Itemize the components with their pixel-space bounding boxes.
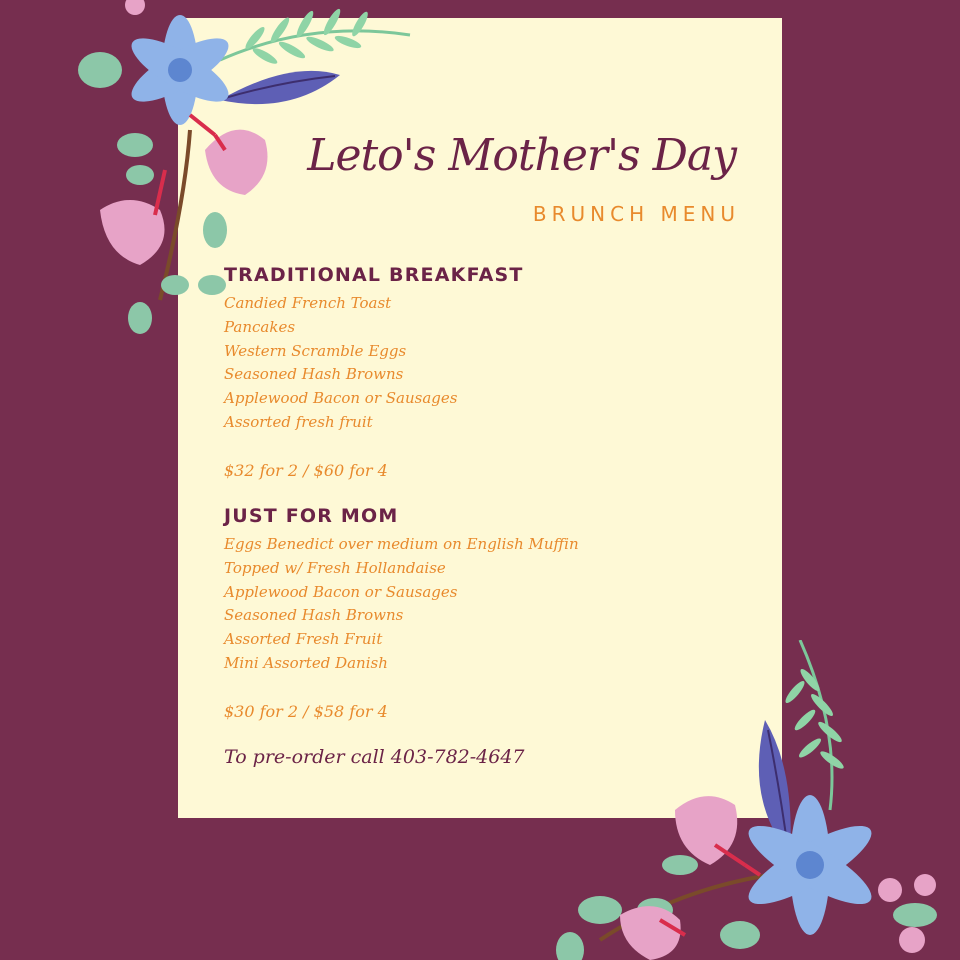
menu-item-list xyxy=(224,292,524,435)
menu-item-list xyxy=(224,533,579,676)
menu-item: Mini Assorted Danish xyxy=(224,653,388,672)
menu-item: Assorted Fresh Fruit xyxy=(224,630,383,649)
menu-item: Seasoned Hash Browns xyxy=(224,365,404,384)
section-heading: JUST FOR MOM xyxy=(224,505,399,527)
section-price: $30 for 2 / $58 for 4 xyxy=(224,701,388,721)
purple-leaf-icon xyxy=(220,71,340,104)
preorder-phone-text: To pre-order call 403-782-4647 xyxy=(224,746,525,768)
menu-item: Western Scramble Eggs xyxy=(224,341,407,360)
menu-item: Applewood Bacon or Sausages xyxy=(224,389,458,408)
menu-title: Leto's Mother's Day xyxy=(307,130,736,181)
menu-item: Eggs Benedict over medium on English Muffin xyxy=(224,535,579,553)
menu-item: Pancakes xyxy=(224,317,296,336)
menu-item: Candied French Toast xyxy=(224,294,392,312)
floral-bottom-right-decoration xyxy=(540,640,960,960)
menu-item: Assorted fresh fruit xyxy=(224,412,373,431)
section-just-for-mom xyxy=(224,505,579,721)
menu-item: Applewood Bacon or Sausages xyxy=(224,582,458,601)
menu-subtitle: BRUNCH MENU xyxy=(532,202,740,226)
section-price: $32 for 2 / $60 for 4 xyxy=(224,460,388,480)
menu-item: Seasoned Hash Browns xyxy=(224,606,404,625)
blue-flower-icon xyxy=(123,15,236,125)
section-traditional-breakfast xyxy=(224,264,524,480)
blue-flower-icon xyxy=(739,795,880,935)
menu-item: Topped w/ Fresh Hollandaise xyxy=(224,558,446,577)
section-heading: TRADITIONAL BREAKFAST xyxy=(224,264,524,286)
